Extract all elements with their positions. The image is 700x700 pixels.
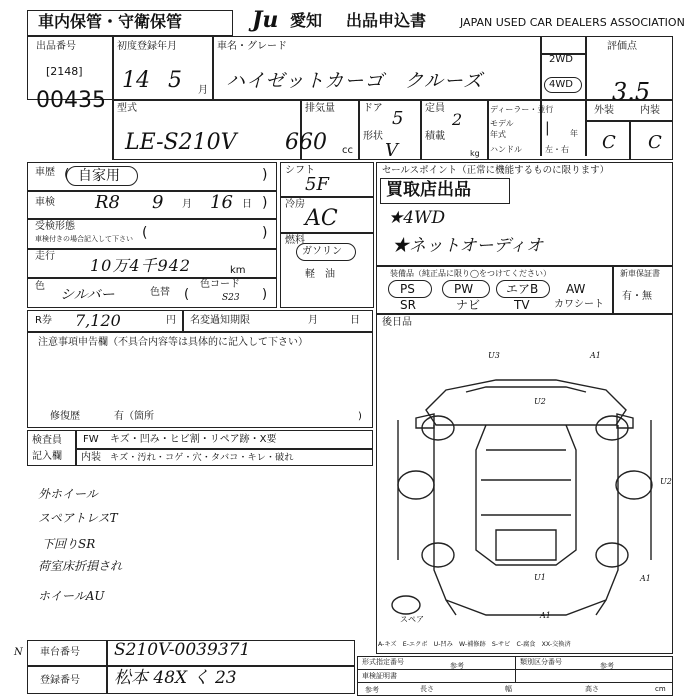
- receive-sub: 車検付きの場合記入して下さい: [35, 235, 133, 243]
- cert-row2b: 参考: [600, 662, 614, 670]
- inspection-year: 9: [152, 192, 164, 213]
- form-title: 出品申込書: [346, 11, 427, 30]
- damage-mark-1: U3: [488, 351, 500, 360]
- cert-cm: cm: [655, 685, 666, 693]
- inspector-fw: FW: [83, 434, 99, 445]
- fuel-label: 燃料: [285, 235, 305, 246]
- damage-mark-6: A1: [640, 574, 651, 583]
- damage-mark-5: U1: [534, 573, 546, 582]
- fuel-gas: ガソリン: [302, 246, 342, 257]
- drive-2wd: 2WD: [549, 54, 573, 65]
- history-paren-r: ): [262, 167, 268, 183]
- damage-mark-4: U2: [660, 477, 672, 486]
- displacement-label: 排気量: [305, 103, 335, 114]
- int-label: 内装: [640, 105, 660, 116]
- storage-title: 車内保管・守衛保管: [38, 12, 183, 31]
- inspection-day: 16: [210, 192, 233, 213]
- after-label: 後日品: [382, 317, 412, 328]
- cert-row1: 形式指定番号: [362, 658, 404, 666]
- score-label: 評価点: [607, 41, 637, 52]
- handle-lr: 左・右: [545, 145, 569, 154]
- cert-height: 高さ: [585, 685, 599, 693]
- color-label: 色: [35, 281, 45, 292]
- equip-ps: PS: [400, 282, 415, 296]
- capacity-value: 2: [452, 110, 463, 129]
- chassis-label: 車台番号: [40, 647, 80, 658]
- displacement-unit: cc: [342, 145, 353, 156]
- history-paren-l: (: [64, 167, 70, 183]
- lot-label: 出品番号: [36, 41, 76, 52]
- recycle-label: R券: [35, 315, 52, 326]
- history-value: 自家用: [78, 168, 120, 184]
- shape-value: V: [385, 140, 398, 161]
- equip-airbag: エアB: [506, 282, 539, 296]
- sales-banner: 買取店出品: [386, 180, 471, 200]
- inspection-label: 車検: [35, 197, 55, 208]
- spare-label: スペア: [400, 615, 424, 624]
- receive-paren-l: (: [142, 225, 148, 241]
- note-4: 荷室床折損され: [38, 559, 123, 573]
- ac-label: 冷房: [285, 199, 305, 210]
- damage-mark-3: U2: [534, 397, 546, 406]
- note-5: ホイールAU: [38, 589, 105, 603]
- int-value: C: [648, 132, 662, 153]
- mileage-unit: km: [230, 265, 246, 276]
- equip-navi: ナビ: [456, 298, 481, 312]
- remarks-label: 注意事項申告欄（不具合内容等は具体的に記入して下さい）: [38, 337, 308, 348]
- deadline-label: 名変過知期限: [190, 315, 250, 326]
- ext-value: C: [602, 132, 616, 153]
- recycle-value: 7,120: [75, 311, 121, 330]
- lot-bracket: [2148]: [46, 65, 83, 78]
- dealer-year-mark: |: [545, 120, 550, 136]
- equip-tv: TV: [514, 298, 530, 312]
- capacity-label: 定員: [425, 103, 445, 114]
- fuel-diesel: 軽 油: [305, 269, 335, 280]
- displacement-value: 660: [285, 130, 327, 155]
- color-paren-r: ): [262, 287, 268, 302]
- inspection-month: 月: [182, 199, 192, 210]
- shift-label: シフト: [285, 165, 315, 176]
- car-damage-diagram: [376, 330, 673, 630]
- ext-label: 外装: [594, 105, 614, 116]
- model-value: LE-S210V: [125, 130, 237, 155]
- color-value: シルバー: [60, 287, 115, 303]
- car-name-label: 車名・グレード: [217, 41, 287, 52]
- repair-label: 修復歴: [50, 411, 80, 422]
- ac-value: AC: [305, 206, 338, 231]
- cert-row1b: 参考: [450, 662, 464, 670]
- dealer-yr-unit: 年: [570, 129, 578, 138]
- damage-legend: A-キズ E-エクボ U-凹み W-補修跡 S-サビ C-腐食 XX-交換済: [378, 641, 571, 648]
- plate-value: 松本 48X く 23: [114, 668, 237, 688]
- inspector-row2: キズ・汚れ・コゲ・穴・タバコ・キレ・破れ: [110, 452, 294, 463]
- damage-mark-7: A1: [540, 611, 551, 620]
- equip-seat: カワシート: [554, 299, 604, 310]
- repair-close: ): [358, 411, 362, 422]
- sales-note-1: ★4WD: [388, 208, 446, 228]
- ju-logo: Ju: [252, 7, 279, 33]
- recycle-unit: 円: [166, 315, 176, 326]
- first-reg-year: 14: [122, 68, 150, 93]
- region-name: 愛知: [290, 11, 323, 30]
- warranty-label: 新車保証書: [620, 269, 660, 278]
- warranty-opts: 有・無: [622, 291, 652, 302]
- equip-aw: AW: [566, 282, 586, 296]
- cert-row2: 類別区分番号: [520, 658, 562, 666]
- inspector-row1: キズ・凹み・ヒビ割・リペア跡・X要: [110, 434, 277, 445]
- receive-label: 受検形態: [35, 221, 75, 232]
- deadline-month: 月: [308, 315, 318, 326]
- association-name: JAPAN USED CAR DEALERS ASSOCIATION: [460, 16, 685, 29]
- cert-length: 長さ: [420, 685, 434, 693]
- first-reg-label: 初度登録年月: [117, 41, 177, 52]
- cert-row3b: 参考: [365, 686, 379, 694]
- doors-value: 5: [392, 108, 404, 129]
- corner-mark: N: [14, 647, 23, 658]
- note-1: 外ホイール: [38, 487, 98, 501]
- equipment-label: 装備品（純正品に限り◯をつけてください）: [390, 269, 551, 278]
- sales-note-2: ★ネットオーディオ: [392, 236, 544, 256]
- receive-paren-r: ): [262, 225, 268, 241]
- cert-width: 幅: [505, 685, 512, 693]
- dealer-label: ディーラー・並行: [490, 105, 554, 114]
- note-2: スペアトレスT: [38, 511, 118, 525]
- inspection-era: R8: [95, 192, 121, 213]
- doors-label: ドア: [363, 103, 383, 114]
- inspection-day-unit: 日: [242, 199, 252, 210]
- cargo-unit: kg: [470, 149, 480, 158]
- inspector-int: 内装: [81, 452, 101, 463]
- dealer-model: モデル: [490, 119, 514, 128]
- first-reg-month: 5: [168, 68, 182, 93]
- mileage-value: 10万4千942: [90, 256, 192, 275]
- shape-label: 形状: [363, 131, 383, 142]
- equip-sr: SR: [400, 298, 416, 312]
- shift-value: 5F: [305, 174, 329, 195]
- plate-label: 登録番号: [40, 675, 80, 686]
- model-label: 型式: [117, 103, 137, 114]
- color-paren-l: (: [184, 287, 190, 302]
- score-value: 3.5: [612, 78, 651, 106]
- inspector-label-2: 記入欄: [32, 451, 62, 462]
- dealer-year: 年式: [490, 130, 506, 139]
- mileage-label: 走行: [35, 251, 55, 262]
- cert-row3: 車検証明書: [362, 672, 397, 680]
- lot-number: 00435: [36, 88, 106, 113]
- inspector-label-1: 検査員: [32, 435, 62, 446]
- damage-mark-2: A1: [590, 351, 601, 360]
- repair-value: 有（箇所: [114, 411, 154, 422]
- chassis-value: S210V-0039371: [114, 640, 251, 660]
- first-reg-month-unit: 月: [198, 85, 208, 96]
- history-label: 車歴: [35, 167, 55, 178]
- equip-pw: PW: [454, 282, 474, 296]
- sales-label: セールスポイント（正常に機能するものに限ります）: [382, 165, 610, 176]
- color-code: S23: [222, 293, 240, 303]
- deadline-day: 日: [350, 315, 360, 326]
- cargo-label: 積載: [425, 131, 445, 142]
- inspection-paren-r: ): [262, 195, 268, 211]
- handle-label: ハンドル: [490, 145, 522, 154]
- drive-4wd: 4WD: [549, 79, 573, 90]
- car-name-value: ハイゼットカーゴ クルーズ: [226, 70, 483, 92]
- color-change-label: 色替: [150, 287, 170, 298]
- color-code-label: 色コード: [200, 279, 240, 290]
- note-3: 下回りSR: [42, 537, 96, 551]
